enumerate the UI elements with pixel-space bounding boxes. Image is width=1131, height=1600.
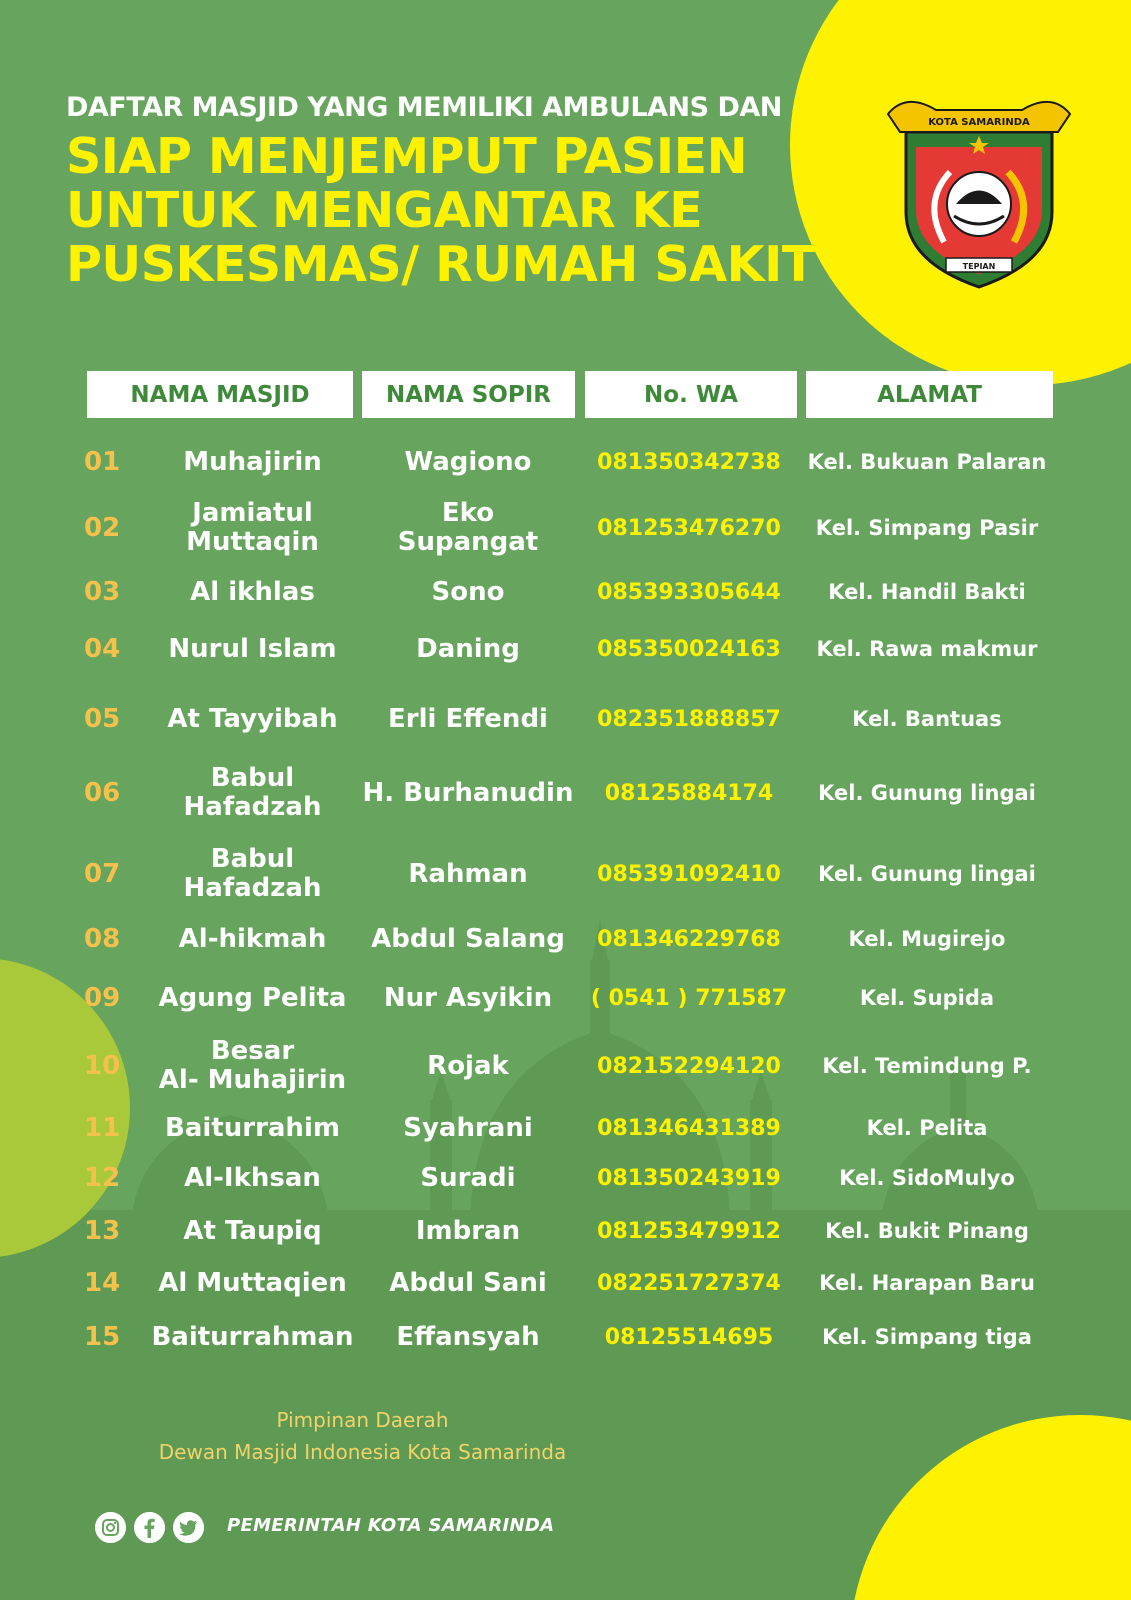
mosque-name: Al Muttaqien: [158, 1267, 347, 1298]
whatsapp-number: 085393305644: [597, 579, 781, 605]
address: Kel. Bukit Pinang: [825, 1219, 1029, 1243]
twitter-icon[interactable]: [173, 1512, 204, 1543]
mosque-name: [150, 1036, 355, 1096]
driver-name-text: Eko Supangat: [397, 498, 539, 557]
whatsapp-number: 081346229768: [597, 926, 781, 952]
mosque-name: Agung Pelita: [158, 982, 347, 1013]
row-number: 14: [84, 1268, 121, 1298]
mosque-name-text: Babul Hafadzah: [183, 844, 322, 903]
row-number: 08: [84, 924, 121, 954]
whatsapp-number: 082152294120: [597, 1053, 781, 1079]
row-number: 05: [84, 704, 121, 734]
row-number: 11: [84, 1113, 121, 1143]
row-number: 02: [84, 513, 121, 543]
address: Kel. Mugirejo: [848, 927, 1006, 951]
mosque-name-text: Babul Hafadzah: [183, 763, 322, 822]
driver-name: Syahrani: [403, 1112, 533, 1143]
driver-name: Nur Asyikin: [383, 982, 553, 1013]
address: Kel. Supida: [859, 986, 995, 1010]
headline-line-1: SIAP MENJEMPUT PASIEN: [66, 128, 748, 185]
whatsapp-number: 085350024163: [597, 636, 781, 662]
whatsapp-number: 081253476270: [597, 515, 781, 541]
address: Kel. Gunung lingai: [818, 862, 1036, 886]
mosque-name-text: Jamiatul Muttaqin: [186, 498, 319, 557]
row-number: 09: [84, 983, 121, 1013]
row-number: 12: [84, 1163, 121, 1193]
row-number: 07: [84, 859, 121, 889]
table-row: [0, 1307, 1131, 1367]
driver-name: Effansyah: [396, 1321, 540, 1352]
footer-organization-line2: Dewan Masjid Indonesia Kota Samarinda: [158, 1440, 567, 1464]
row-number: 01: [84, 447, 121, 477]
column-header-no-wa: No. WA: [585, 371, 797, 418]
driver-name: Sono: [431, 576, 505, 607]
row-number: 10: [84, 1051, 121, 1081]
facebook-icon[interactable]: [134, 1512, 165, 1543]
mosque-name: Al ikhlas: [190, 576, 315, 607]
footer-organization-line1: Pimpinan Daerah: [276, 1408, 449, 1432]
row-number: 04: [84, 634, 121, 664]
address: Kel. Gunung lingai: [818, 781, 1036, 805]
column-header-nama-sopir: NAMA SOPIR: [362, 371, 575, 418]
mosque-name: At Taupiq: [183, 1215, 322, 1246]
address: Kel. SidoMulyo: [839, 1166, 1015, 1190]
table-row: [0, 498, 1131, 558]
whatsapp-number: 082251727374: [597, 1270, 781, 1296]
table-row: [0, 562, 1131, 622]
driver-name: Suradi: [420, 1162, 516, 1193]
table-row: [0, 909, 1131, 969]
emblem-bottom-text: TEPIAN: [962, 262, 996, 271]
address: Kel. Simpang tiga: [822, 1325, 1032, 1349]
whatsapp-number: 081346431389: [597, 1115, 781, 1141]
address: Kel. Rawa makmur: [816, 637, 1038, 661]
emblem-top-text: KOTA SAMARINDA: [928, 117, 1030, 128]
driver-name: Rojak: [427, 1050, 509, 1081]
mosque-name: Al-hikmah: [178, 923, 327, 954]
row-number: 15: [84, 1322, 121, 1352]
mosque-name: Nurul Islam: [168, 633, 337, 664]
driver-name: [358, 498, 578, 558]
whatsapp-number: ( 0541 ) 771587: [590, 985, 788, 1011]
whatsapp-number: 082351888857: [597, 706, 781, 732]
table-row: [0, 1253, 1131, 1313]
address: Kel. Bantuas: [852, 707, 1002, 731]
mosque-name: [150, 844, 355, 904]
instagram-icon[interactable]: [95, 1512, 126, 1543]
headline-line-3: PUSKESMAS/ RUMAH SAKIT: [66, 236, 815, 293]
table-row: [0, 1148, 1131, 1208]
table-row: [0, 1201, 1131, 1261]
driver-name: Erli Effendi: [388, 703, 548, 734]
whatsapp-number: 081350342738: [597, 449, 781, 475]
mosque-name: At Tayyibah: [167, 703, 338, 734]
whatsapp-number: 081253479912: [597, 1218, 781, 1244]
row-number: 06: [84, 778, 121, 808]
whatsapp-number: 085391092410: [597, 861, 781, 887]
address: Kel. Pelita: [866, 1116, 988, 1140]
address: Kel. Bukuan Palaran: [807, 450, 1047, 474]
table-row: [0, 619, 1131, 679]
driver-name: Daning: [416, 633, 520, 664]
table-row: [0, 844, 1131, 904]
mosque-name: Baiturrahim: [165, 1112, 340, 1143]
driver-name: H. Burhanudin: [362, 777, 574, 808]
table-row: [0, 432, 1131, 492]
address: Kel. Handil Bakti: [828, 580, 1026, 604]
driver-name: Rahman: [408, 858, 528, 889]
footer-brand: PEMERINTAH KOTA SAMARINDA: [227, 1515, 555, 1536]
headline-line-2: UNTUK MENGANTAR KE: [66, 182, 703, 239]
column-header-nama-masjid: NAMA MASJID: [87, 371, 353, 418]
table-row: [0, 968, 1131, 1028]
mosque-name: Baiturrahman: [151, 1321, 354, 1352]
whatsapp-number: 08125514695: [604, 1324, 774, 1350]
driver-name: Wagiono: [404, 446, 532, 477]
row-number: 03: [84, 577, 121, 607]
row-number: 13: [84, 1216, 121, 1246]
driver-name: Abdul Salang: [371, 923, 565, 954]
whatsapp-number: 081350243919: [597, 1165, 781, 1191]
mosque-name: Muhajirin: [183, 446, 322, 477]
address: Kel. Temindung P.: [822, 1054, 1032, 1078]
table-row: [0, 1036, 1131, 1096]
headline-intro: DAFTAR MASJID YANG MEMILIKI AMBULANS DAN: [66, 92, 782, 123]
mosque-name: [150, 498, 355, 558]
address: Kel. Harapan Baru: [819, 1271, 1035, 1295]
whatsapp-number: 08125884174: [604, 780, 774, 806]
table-row: [0, 689, 1131, 749]
mosque-name: [150, 763, 355, 823]
mosque-name-text: Besar Al- Muhajirin: [158, 1036, 347, 1095]
address: Kel. Simpang Pasir: [815, 516, 1039, 540]
column-header-alamat: ALAMAT: [806, 371, 1053, 418]
driver-name: Imbran: [415, 1215, 521, 1246]
mosque-name: Al-Ikhsan: [184, 1162, 321, 1193]
driver-name: Abdul Sani: [389, 1267, 547, 1298]
table-row: [0, 763, 1131, 823]
